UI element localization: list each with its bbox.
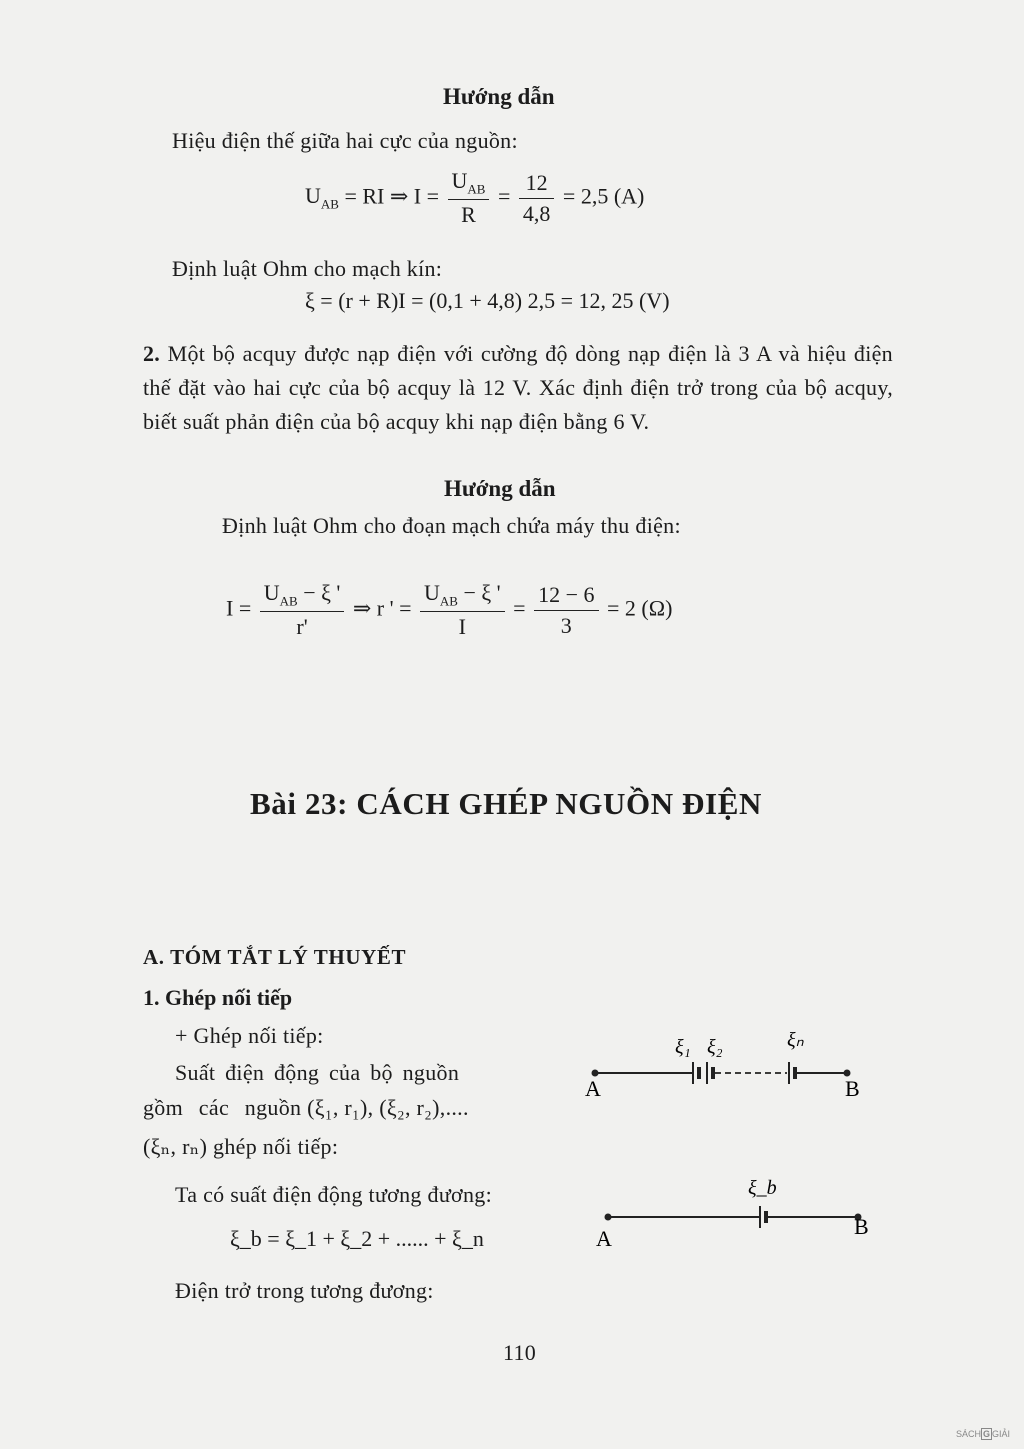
eq1-frac-1: $\frac{U_{AB}}{R}$ <box>448 168 490 228</box>
emf-formula: ξ_b = ξ_1 + ξ_2 + ...... + ξ_n <box>230 1226 484 1251</box>
watermark-logo: SÁCH G GIẢI <box>956 1429 1011 1439</box>
equation-2: ξ = (r + R)I = (0,1 + 4,8) 2,5 = 12, 25 (V) <box>305 288 670 313</box>
eq3-lhs: I = <box>226 595 252 621</box>
eq-label-a: A <box>596 1226 612 1251</box>
equation-1 <box>305 168 644 228</box>
guide-1-line-2: Định luật Ohm cho mạch kín: <box>172 256 443 281</box>
guide-heading-2: Hướng dẫn <box>444 476 556 501</box>
eq1-frac-2: $\frac{12}{4,8}$ <box>519 170 555 227</box>
eq3-result: = 2 (Ω) <box>607 595 673 621</box>
guide-1-line-1: Hiệu điện thế giữa hai cực của nguồn: <box>172 128 518 153</box>
theory-heading: A. TÓM TẮT LÝ THUYẾT <box>143 945 407 969</box>
page-number: 110 <box>503 1340 537 1365</box>
equation-3 <box>226 580 672 640</box>
lesson-title: Bài 23: CÁCH GHÉP NGUỒN ĐIỆN <box>250 786 762 821</box>
eq3-frac-3: $\frac{12 - 6}{3}$ <box>534 582 598 639</box>
eq-label-b: B <box>854 1214 869 1239</box>
label-xi-1: ξ₁ <box>675 1036 691 1058</box>
para-line-2: gồm các nguồn (ξ₁, r₁), (ξ₂, r₂),.... <box>143 1095 469 1120</box>
eq-terminal-a <box>605 1214 612 1221</box>
equivalent-circuit-diagram <box>590 1172 890 1252</box>
equiv-emf-text: Ta có suất điện động tương đương: <box>175 1182 492 1207</box>
eq3-frac-2: $\frac{U_{AB} - \xi '}{I}$ <box>420 580 505 640</box>
problem-2-number: 2. <box>143 341 161 366</box>
eq3-mid: ⇒ r ' = <box>352 595 412 621</box>
eq1-mid: = RI ⇒ I = <box>344 183 440 209</box>
eq1-equals: = <box>497 183 511 209</box>
guide-heading-1: Hướng dẫn <box>443 84 555 109</box>
bullet-series: + Ghép nối tiếp: <box>175 1023 324 1048</box>
eq3-frac-1: $\frac{U_{AB} - \xi '}{r'}$ <box>260 580 345 640</box>
subsection-1-title: 1. Ghép nối tiếp <box>143 985 293 1010</box>
series-circuit-diagram <box>575 1018 895 1108</box>
label-a: A <box>585 1076 601 1101</box>
eq3-equals: = <box>513 595 526 621</box>
label-xi-n: ξₙ <box>787 1029 804 1051</box>
label-xi-2: ξ₂ <box>707 1036 723 1058</box>
eq1-lhs: $U_{AB}$ <box>305 183 339 212</box>
problem-2 <box>143 337 893 439</box>
para-line-3: (ξₙ, rₙ) ghép nối tiếp: <box>143 1134 339 1159</box>
guide-2-line-1: Định luật Ohm cho đoạn mạch chứa máy thu điện: <box>222 513 681 538</box>
equiv-r-text: Điện trở trong tương đương: <box>175 1278 434 1303</box>
eq1-result: = 2,5 (A) <box>562 183 645 209</box>
problem-2-text: Một bộ acquy được nạp điện với cường độ dòng nạp điện là 3 A và hiệu điện thế đặt vào hai cực của bộ acquy là 12 V. Xác định điện trở trong của bộ acquy, biết suất phản điện của bộ acquy khi nạp điện bằng 6 V. <box>143 341 893 434</box>
para-line-1: Suất điện động của bộ nguồn <box>175 1060 460 1085</box>
label-xi-b: ξ_b <box>748 1177 777 1199</box>
label-b: B <box>845 1076 860 1101</box>
